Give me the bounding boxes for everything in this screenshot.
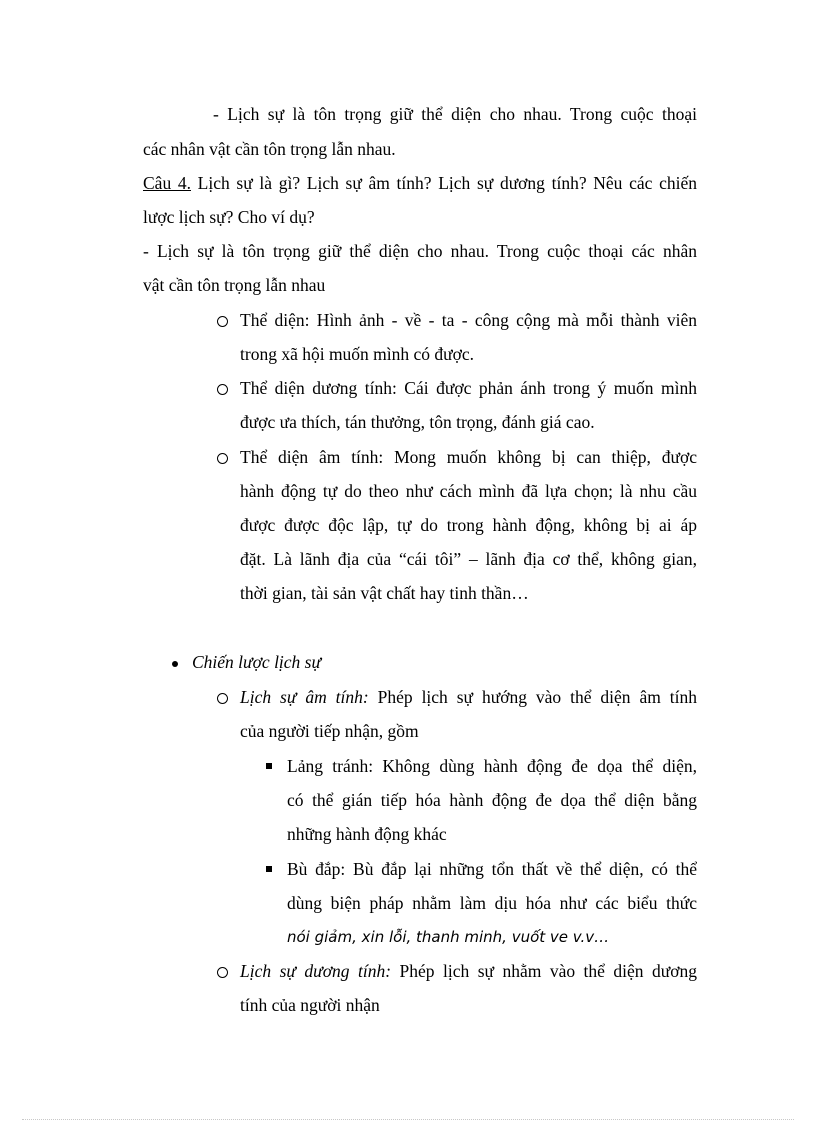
positive-politeness-term: Lịch sự dương tính: — [240, 961, 392, 981]
negative-politeness-line-2: của người tiếp nhận, gồm — [240, 721, 419, 741]
definition-face-line-2: trong xã hội muốn mình có được. — [240, 344, 475, 364]
question-4-line-1 — [143, 173, 697, 193]
paragraph-2-line-1: - Lịch sự là tôn trọng giữ thể diện cho nhau. Trong cuộc thoại các nhân — [143, 241, 697, 261]
definition-negative-face-line-2: hành động tự do theo như cách mình đã lựa chọn; là nhu cầu — [240, 481, 697, 501]
positive-politeness-line-2: tính của người nhận — [240, 995, 380, 1015]
definition-negative-face-line-5: thời gian, tài sản vật chất hay tinh thần… — [240, 583, 529, 603]
avoidance-line-1: Lảng tránh: Không dùng hành động đe dọa thể diện, — [287, 756, 697, 776]
definition-negative-face-line-4: đặt. Là lãnh địa của “cái tôi” – lãnh địa cơ thể, không gian, — [240, 549, 697, 569]
compensation-line-2: dùng biện pháp nhằm làm dịu hóa như các biểu thức — [287, 893, 697, 913]
paragraph-1-line-1: - Lịch sự là tôn trọng giữ thể diện cho nhau. Trong cuộc thoại — [213, 104, 697, 124]
positive-politeness-line-1 — [240, 961, 697, 981]
circle-bullet-icon — [217, 693, 228, 704]
square-bullet-icon — [266, 763, 272, 769]
dot-bullet-icon — [172, 661, 178, 667]
question-4-text: Lịch sự là gì? Lịch sự âm tính? Lịch sự dương tính? Nêu các chiến — [191, 173, 697, 193]
page-bottom-divider — [22, 1119, 794, 1120]
compensation-examples: nói giảm, xin lỗi, thanh minh, vuốt ve v.v… — [287, 928, 610, 946]
definition-face-line-1: Thể diện: Hình ảnh - về - ta - công cộng mà mỗi thành viên — [240, 310, 697, 330]
definition-positive-face-line-1: Thể diện dương tính: Cái được phản ánh trong ý muốn mình — [240, 378, 697, 398]
definition-positive-face-line-2: được ưa thích, tán thưởng, tôn trọng, đánh giá cao. — [240, 412, 595, 432]
square-bullet-icon — [266, 866, 272, 872]
negative-politeness-line-1 — [240, 687, 697, 707]
avoidance-line-3: những hành động khác — [287, 824, 447, 844]
avoidance-line-2: có thể gián tiếp hóa hành động đe dọa thể diện bằng — [287, 790, 697, 810]
circle-bullet-icon — [217, 453, 228, 464]
compensation-line-1: Bù đắp: Bù đắp lại những tổn thất về thể diện, có thể — [287, 859, 697, 879]
circle-bullet-icon — [217, 967, 228, 978]
paragraph-1-line-2: các nhân vật cần tôn trọng lẫn nhau. — [143, 139, 396, 159]
paragraph-2-line-2: vật cần tôn trọng lẫn nhau — [143, 275, 326, 295]
definition-negative-face-line-1: Thể diện âm tính: Mong muốn không bị can thiệp, được — [240, 447, 697, 467]
circle-bullet-icon — [217, 384, 228, 395]
question-4-line-2: lược lịch sự? Cho ví dụ? — [143, 207, 315, 227]
negative-politeness-term: Lịch sự âm tính: — [240, 687, 369, 707]
negative-politeness-desc: Phép lịch sự hướng vào thể diện âm tính — [368, 687, 697, 707]
circle-bullet-icon — [217, 316, 228, 327]
definition-negative-face-line-3: được được độc lập, tự do trong hành động, không bị ai áp — [240, 515, 697, 535]
strategies-heading: Chiến lược lịch sự — [192, 652, 322, 672]
positive-politeness-desc: Phép lịch sự nhằm vào thể diện dương — [391, 961, 697, 981]
question-4-label: Câu 4. — [143, 173, 191, 193]
